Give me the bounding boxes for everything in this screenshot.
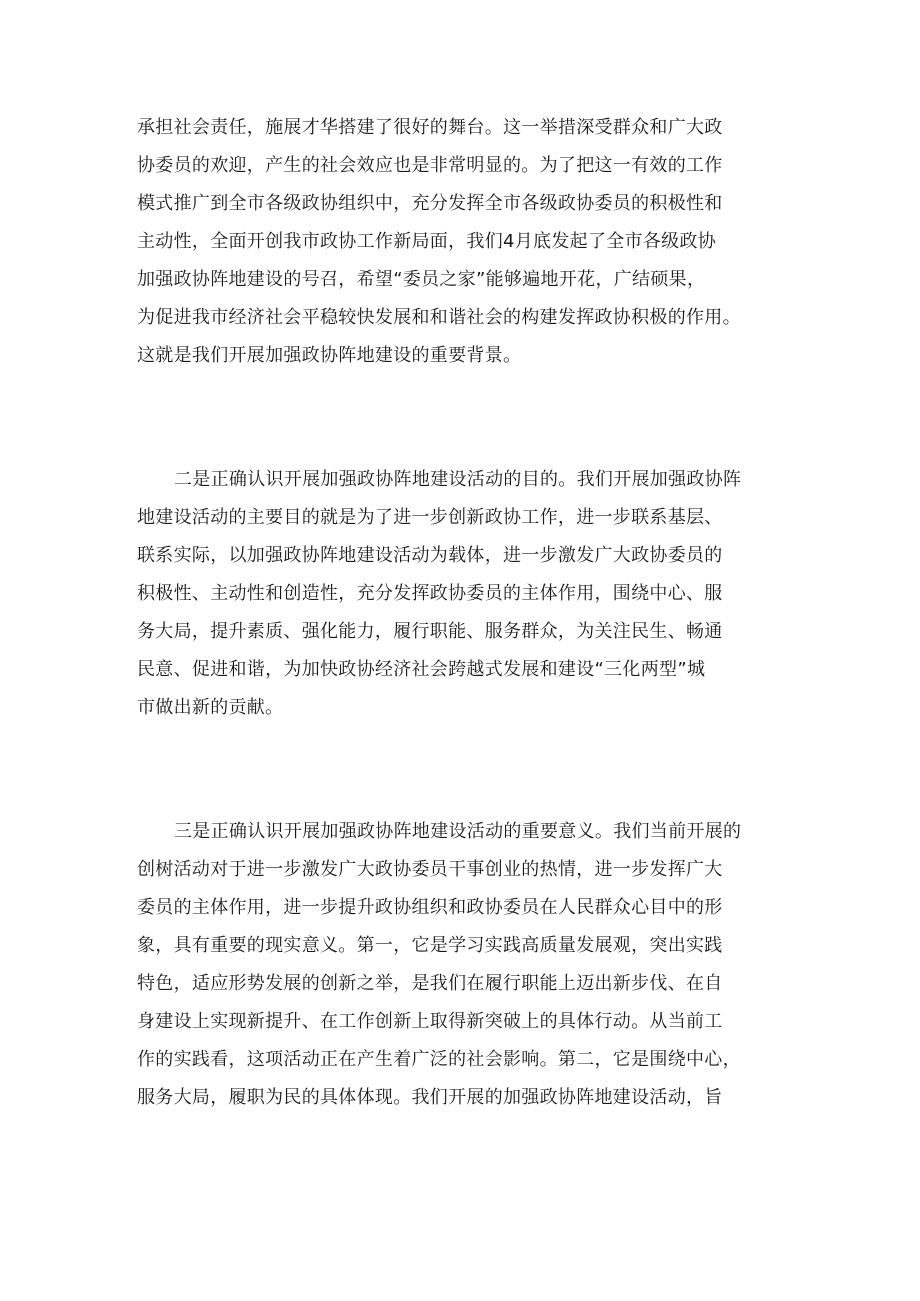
paragraph-line: 务大局，提升素质、强化能力，履行职能、服务群众，为关注民生、畅通 [137,621,723,642]
paragraph-line: 身建设上实现新提升、在工作创新上取得新突破上的具体行动。从当前工 [137,1011,723,1032]
paragraph-line: 为促进我市经济社会平稳较快发展和和谐社会的构建发挥政协积极的作用。 [137,307,741,328]
paragraph-line: 创树活动对于进一步激发广大政协委员干事创业的热情，进一步发挥广大 [137,859,723,880]
paragraph-line: 市做出新的贡献。 [137,697,284,718]
paragraph-line: 加强政协阵地建设的号召，希望“委员之家”能够遍地开花，广结硕果， [137,269,706,290]
paragraph-line: 作的实践看，这项活动正在产生着广泛的社会影响。第二，它是围绕中心， [137,1049,741,1070]
paragraph-line: 民意、促进和谐，为加快政协经济社会跨越式发展和建设“三化两型”城 [137,659,706,680]
paragraph-line: 联系实际，以加强政协阵地建设活动为载体，进一步激发广大政协委员的 [137,545,723,566]
paragraph-line: 三是正确认识开展加强政协阵地建设活动的重要意义。我们当前开展的 [174,821,742,842]
paragraph-line: 二是正确认识开展加强政协阵地建设活动的目的。我们开展加强政协阵 [174,469,742,490]
paragraph-line: 服务大局，履职为民的具体体现。我们开展的加强政协阵地建设活动，旨 [137,1087,723,1108]
paragraph-line: 特色，适应形势发展的创新之举，是我们在履行职能上迈出新步伐、在自 [137,973,723,994]
paragraph-line: 主动性，全面开创我市政协工作新局面，我们4月底发起了全市各级政协 [137,231,717,252]
paragraph-line: 地建设活动的主要目的就是为了进一步创新政协工作，进一步联系基层、 [137,507,723,528]
paragraph-line: 承担社会责任，施展才华搭建了很好的舞台。这一举措深受群众和广大政 [137,117,723,138]
paragraph-line: 委员的主体作用，进一步提升政协组织和政协委员在人民群众心目中的形 [137,897,723,918]
paragraph-line: 象，具有重要的现实意义。第一，它是学习实践高质量发展观，突出实践 [137,935,723,956]
paragraph-line: 这就是我们开展加强政协阵地建设的重要背景。 [137,345,522,366]
paragraph-line: 协委员的欢迎，产生的社会效应也是非常明显的。为了把这一有效的工作 [137,155,723,176]
paragraph-line: 模式推广到全市各级政协组织中，充分发挥全市各级政协委员的积极性和 [137,193,723,214]
paragraph-line: 积极性、主动性和创造性，充分发挥政协委员的主体作用，围绕中心、服 [137,583,723,604]
